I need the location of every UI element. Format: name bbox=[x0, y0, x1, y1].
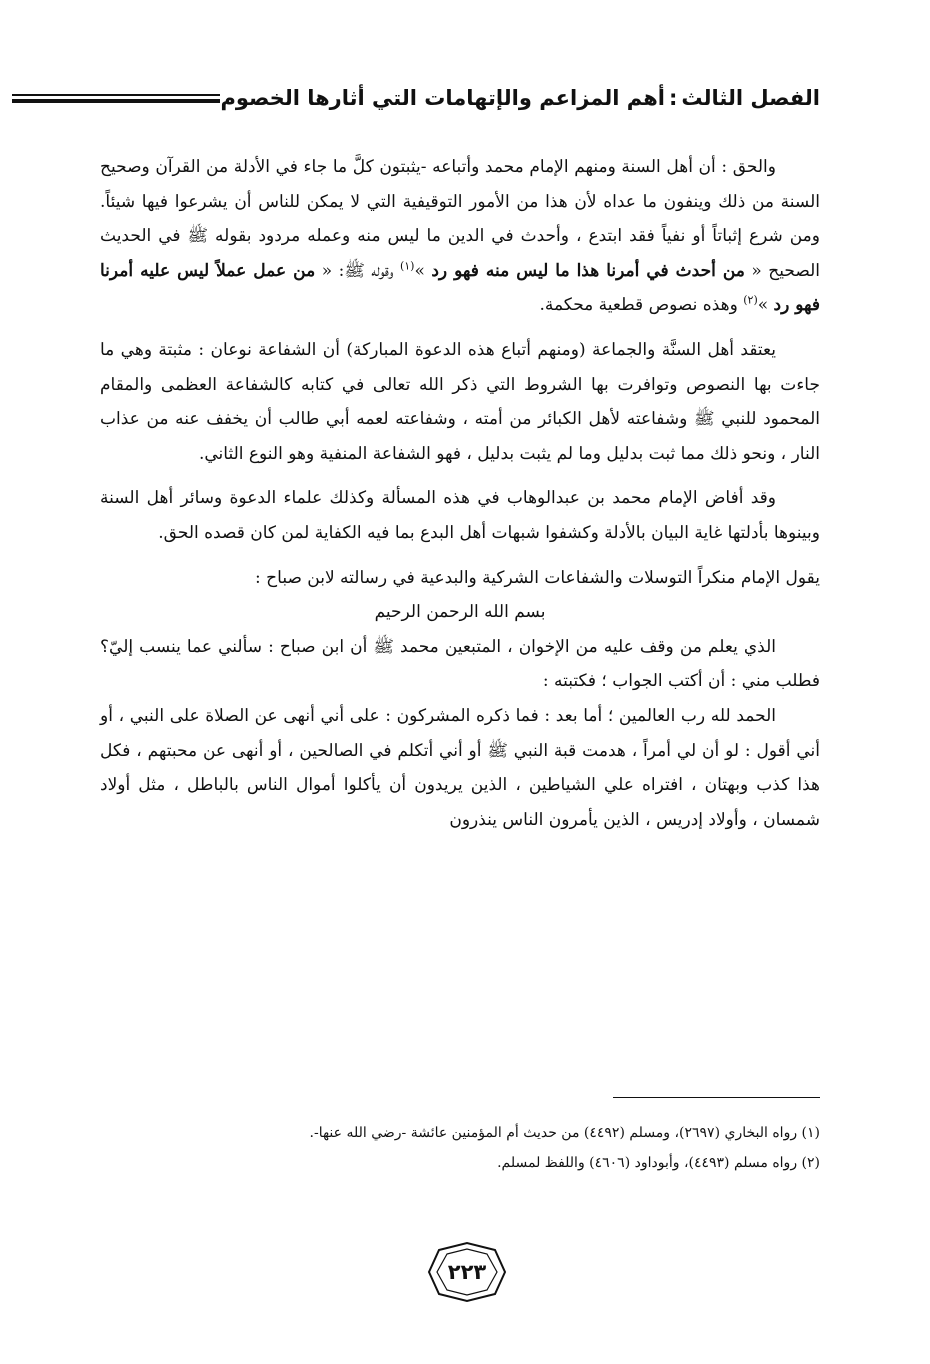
chapter-title: أهم المزاعم والإتهامات التي أثارها الخصوم bbox=[220, 85, 665, 110]
paragraph-3: وقد أفاض الإمام محمد بن عبدالوهاب في هذه المسألة وكذلك علماء الدعوة وسائر أهل السنة وبينوها بأدلتها غاية البيان بالأدلة وكشفوا شبهات أهل البدع بما فيه الكفاية لمن كان قصده الحق. bbox=[100, 488, 820, 543]
footnote-rule bbox=[613, 1097, 820, 1098]
hadith-quote-1: من أحدث في أمرنا هذا ما ليس منه فهو رد bbox=[431, 260, 745, 281]
paragraph-1-mid: وقوله ﷺ: « bbox=[321, 260, 394, 281]
paragraph-2: يعتقد أهل السنَّة والجماعة (ومنهم أتباع هذه الدعوة المباركة) أن الشفاعة نوعان : مثبتة وهي ما جاءت بها النصوص وتوافرت بها الشروط التي ذكر الله تعالى في كتابه كالشفاعة العظمى والمقام المحمود للنبي ﷺ وشفاعته لأهل الكبائر من أمته ، وشفاعته لعمه أبي طالب أن يخفف عنه من عذاب النار ، ونحو ذلك مما ثبت بدليل وما لم يثبت بدليل ، فهو الشفاعة المنفية وهو النوع الثاني. bbox=[100, 339, 820, 464]
footnote-2: (٢) رواه مسلم (٤٤٩٣)، وأبوداود (٤٦٠٦) واللفظ لمسلم. bbox=[497, 1155, 820, 1171]
chapter-label: الفصل الثالث bbox=[681, 85, 820, 110]
footnotes bbox=[100, 1118, 820, 1178]
hadith-quote-2: من عمل عملاً ليس عليه أمرنا فهو رد bbox=[100, 260, 820, 316]
paragraph-1: والحق : أن أهل السنة ومنهم الإمام محمد وأتباعه -يثبتون كلَّ ما جاء في الأدلة من القرآن وصحيح السنة من ذلك وينفون ما عداه لأن هذا من الأمور التوقيفية التي لا يمكن للناس أن يشرعوا فيها شيئاً. ومن شرع إثباتاً أو نفياً فقد ابتدع ، وأحدث في الدين ما ليس منه وعمله مردود بقوله ﷺ في الحديث الصحيح « من أحدث في أمرنا هذا ما ليس منه فهو رد »$^{(١)}$ وقوله ﷺ: « من عمل عملاً ليس عليه أمرنا فهو رد »$^{(٢)}$ وهذه نصوص قطعية محكمة. bbox=[100, 157, 821, 316]
header-separator: : bbox=[668, 85, 678, 110]
header-title bbox=[220, 85, 820, 110]
page-number bbox=[425, 1240, 509, 1304]
paragraph-1-end: وهذه نصوص قطعية محكمة. bbox=[539, 295, 738, 316]
running-header bbox=[100, 78, 820, 118]
paragraph-6: الحمد لله رب العالمين ؛ أما بعد : فما ذكره المشركون : على أني أنهى عن الصلاة على النبي ، أو أني أقول : لو أن لي أمراً ، هدمت قبة النبي ﷺ أو أني أتكلم في الصالحين ، أو أنهى عن محبتهم ، فكل هذا كذب وبهتان ، افتراه علي الشياطين ، الذين يريدون أن يأكلوا أموال الناس بالباطل ، مثل أولاد شمسان ، وأولاد إدريس ، الذين يأمرون الناس ينذرون bbox=[100, 705, 820, 830]
header-rule bbox=[12, 94, 220, 103]
footnote-1: (١) رواه البخاري (٢٦٩٧)، ومسلم (٤٤٩٢) من حديث أم المؤمنين عائشة -رضي الله عنها-. bbox=[309, 1125, 820, 1141]
paragraph-5: الذي يعلم من وقف عليه من الإخوان ، المتبعين محمد ﷺ أن ابن صباح : سألني عما ينسب إليّ؟ فطلب مني : أن أكتب الجواب ؛ فكتبته : bbox=[100, 636, 820, 692]
paragraph-4: يقول الإمام منكراً التوسلات والشفاعات الشركية والبدعية في رسالته لابن صباح : bbox=[255, 567, 820, 588]
basmala: بسم الله الرحمن الرحيم bbox=[374, 602, 546, 623]
page-number-value: ٢٢٣ bbox=[447, 1260, 487, 1284]
footnote-ref-2: (٢) bbox=[743, 293, 758, 307]
main-text bbox=[100, 150, 820, 837]
footnote-ref-1: (١) bbox=[399, 259, 415, 273]
paragraph-1-intro: والحق : أن أهل السنة ومنهم الإمام محمد وأتباعه -يثبتون كلَّ ما جاء في الأدلة من القرآن وصحيح السنة من ذلك وينفون ما عداه لأن هذا من الأمور التوقيفية التي لا يمكن للناس أن يشرعوا فيها شيئاً. ومن شرع إثباتاً أو نفياً فقد ابتدع ، وأحدث في الدين ما ليس منه وعمله مردود بقوله ﷺ في الحديث الصحيح « bbox=[100, 157, 821, 281]
